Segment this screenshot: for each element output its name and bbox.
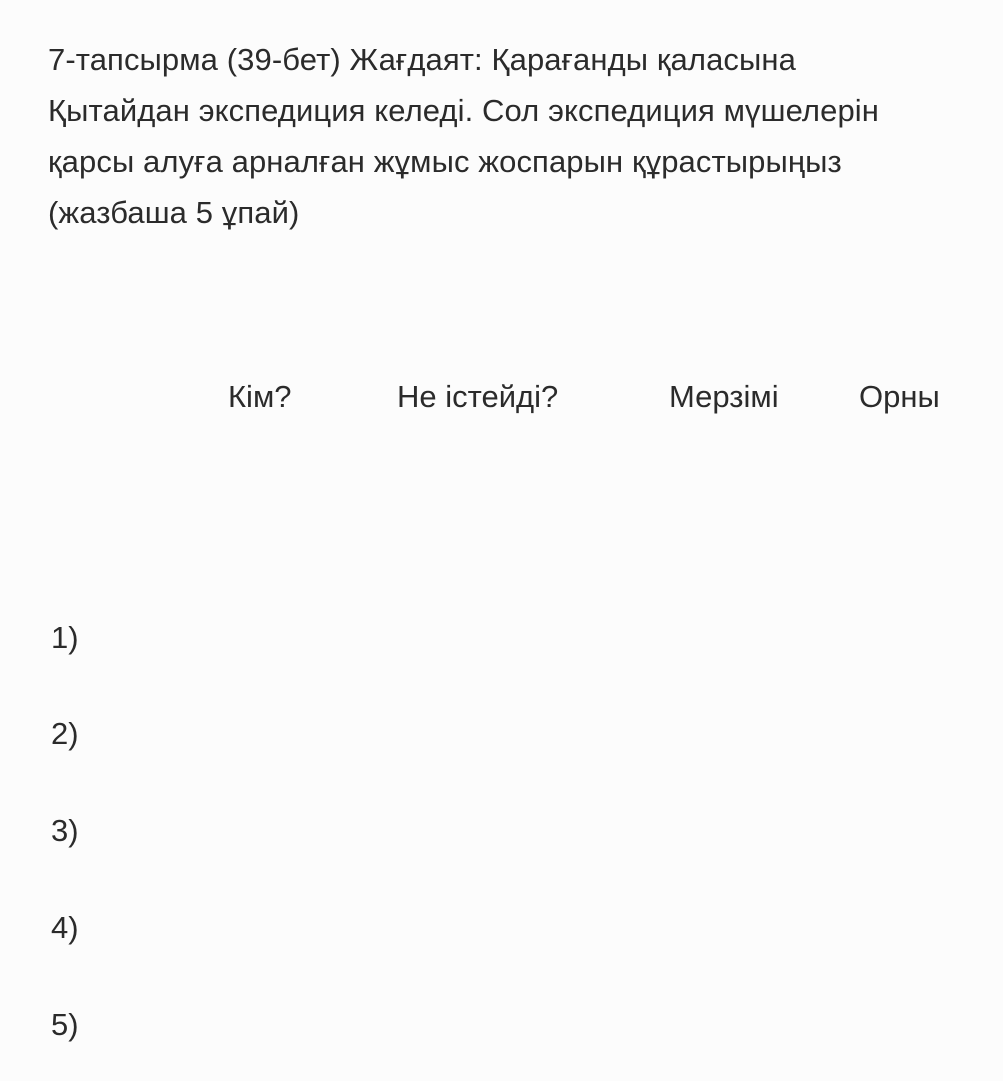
row-number-4: 4) [51,910,79,945]
row-number-2: 2) [51,716,79,751]
header-what: Не істейді? [397,379,559,414]
header-deadline: Мерзімі [669,379,779,414]
task-line: 7-тапсырма (39-бет) Жағдаят: Қарағанды қаласына [48,42,796,77]
row-number-1: 1) [51,620,79,655]
task-line: (жазбаша 5 ұпай) [48,195,300,230]
task-line: Қытайдан экспедиция келеді. Сол экспедиция мүшелерін [48,93,879,128]
row-number-3: 3) [51,813,79,848]
task-statement [48,34,879,238]
header-who: Кім? [228,379,292,414]
header-place: Орны [859,379,940,414]
task-line: қарсы алуға арналған жұмыс жоспарын құрастырыңыз [48,144,842,179]
row-number-5: 5) [51,1007,79,1042]
